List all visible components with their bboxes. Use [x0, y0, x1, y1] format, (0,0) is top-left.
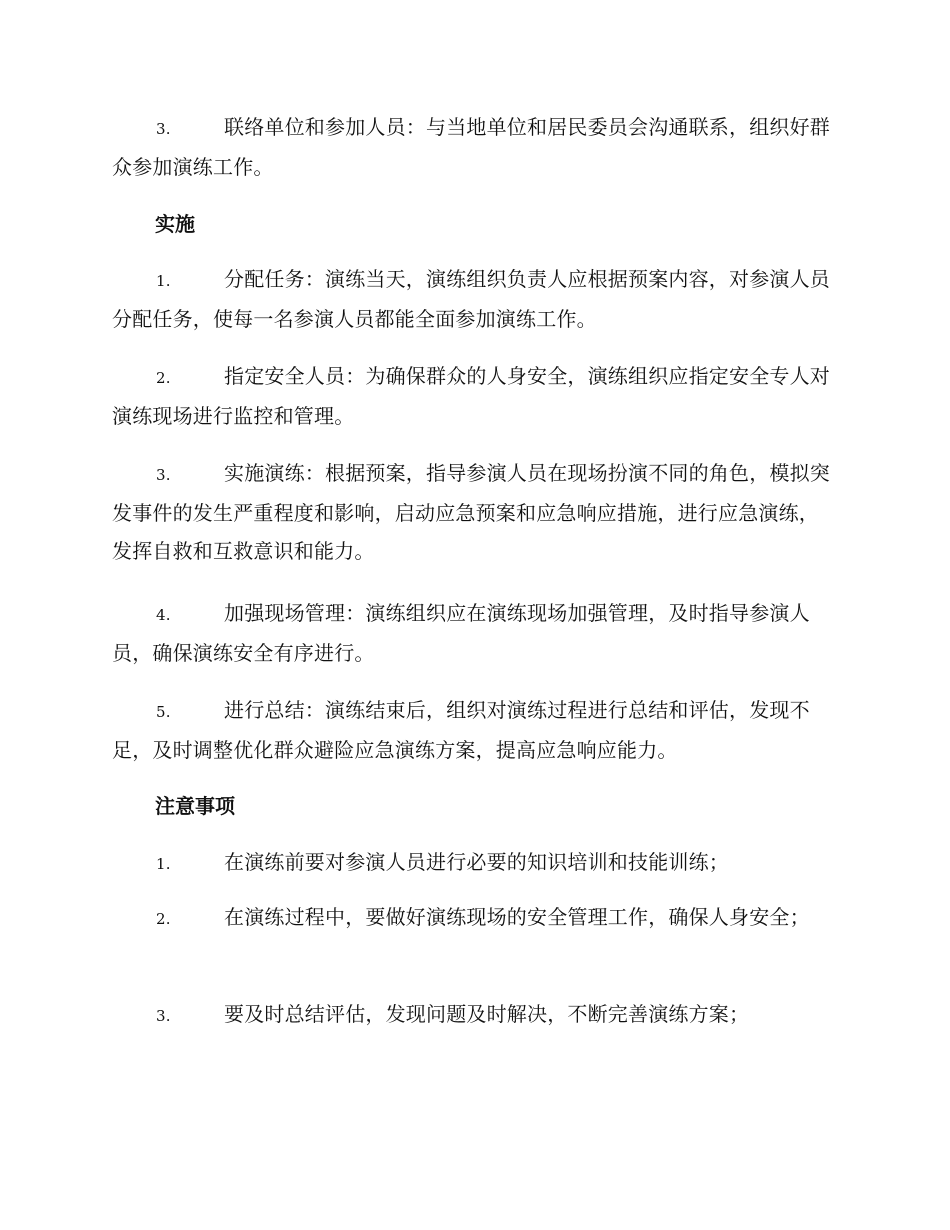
list-item [112, 357, 834, 435]
list-item-number: 5. [156, 703, 171, 721]
list-item [112, 898, 834, 938]
list-item-number: 1. [156, 272, 171, 290]
list-item [112, 691, 834, 769]
list-item-number: 2. [156, 910, 171, 928]
list-item-number: 3. [156, 466, 171, 484]
list-item-text: 联络单位和参加人员：与当地单位和居民委员会沟通联系，组织好群众参加演练工作。 [112, 115, 830, 179]
list-item-number: 1. [156, 855, 171, 873]
list-item [112, 995, 834, 1035]
list-item-text: 实施演练：根据预案，指导参演人员在现场扮演不同的角色，模拟突发事件的发生严重程度和影响，启动应急预案和应急响应措施，进行应急演练，发挥自救和互救意识和能力。 [112, 461, 830, 563]
list-item-text: 分配任务：演练当天，演练组织负责人应根据预案内容，对参演人员分配任务，使每一名参演人员都能全面参加演练工作。 [112, 267, 830, 331]
section-heading-implementation: 实施 [155, 212, 195, 236]
list-item [112, 260, 834, 338]
list-item [112, 454, 834, 570]
list-item-text: 在演练过程中，要做好演练现场的安全管理工作，确保人身安全； [224, 905, 810, 929]
list-item [112, 108, 834, 186]
list-item-number: 3. [156, 1007, 171, 1025]
list-item-number: 3. [156, 120, 171, 138]
list-item-text: 在演练前要对参演人员进行必要的知识培训和技能训练； [224, 850, 729, 874]
list-item-text: 指定安全人员：为确保群众的人身安全，演练组织应指定安全专人对演练现场进行监控和管理。 [112, 364, 830, 428]
section-heading-notes: 注意事项 [155, 794, 235, 818]
list-item-number: 4. [156, 606, 171, 624]
list-item-text: 进行总结：演练结束后，组织对演练过程进行总结和评估，发现不足，及时调整优化群众避险应急演练方案，提高应急响应能力。 [112, 698, 810, 762]
list-item [112, 843, 834, 883]
list-item-number: 2. [156, 369, 171, 387]
list-item-text: 要及时总结评估，发现问题及时解决，不断完善演练方案； [224, 1002, 750, 1026]
list-item-text: 加强现场管理：演练组织应在演练现场加强管理，及时指导参演人员，确保演练安全有序进行。 [112, 601, 810, 665]
list-item [112, 594, 834, 672]
